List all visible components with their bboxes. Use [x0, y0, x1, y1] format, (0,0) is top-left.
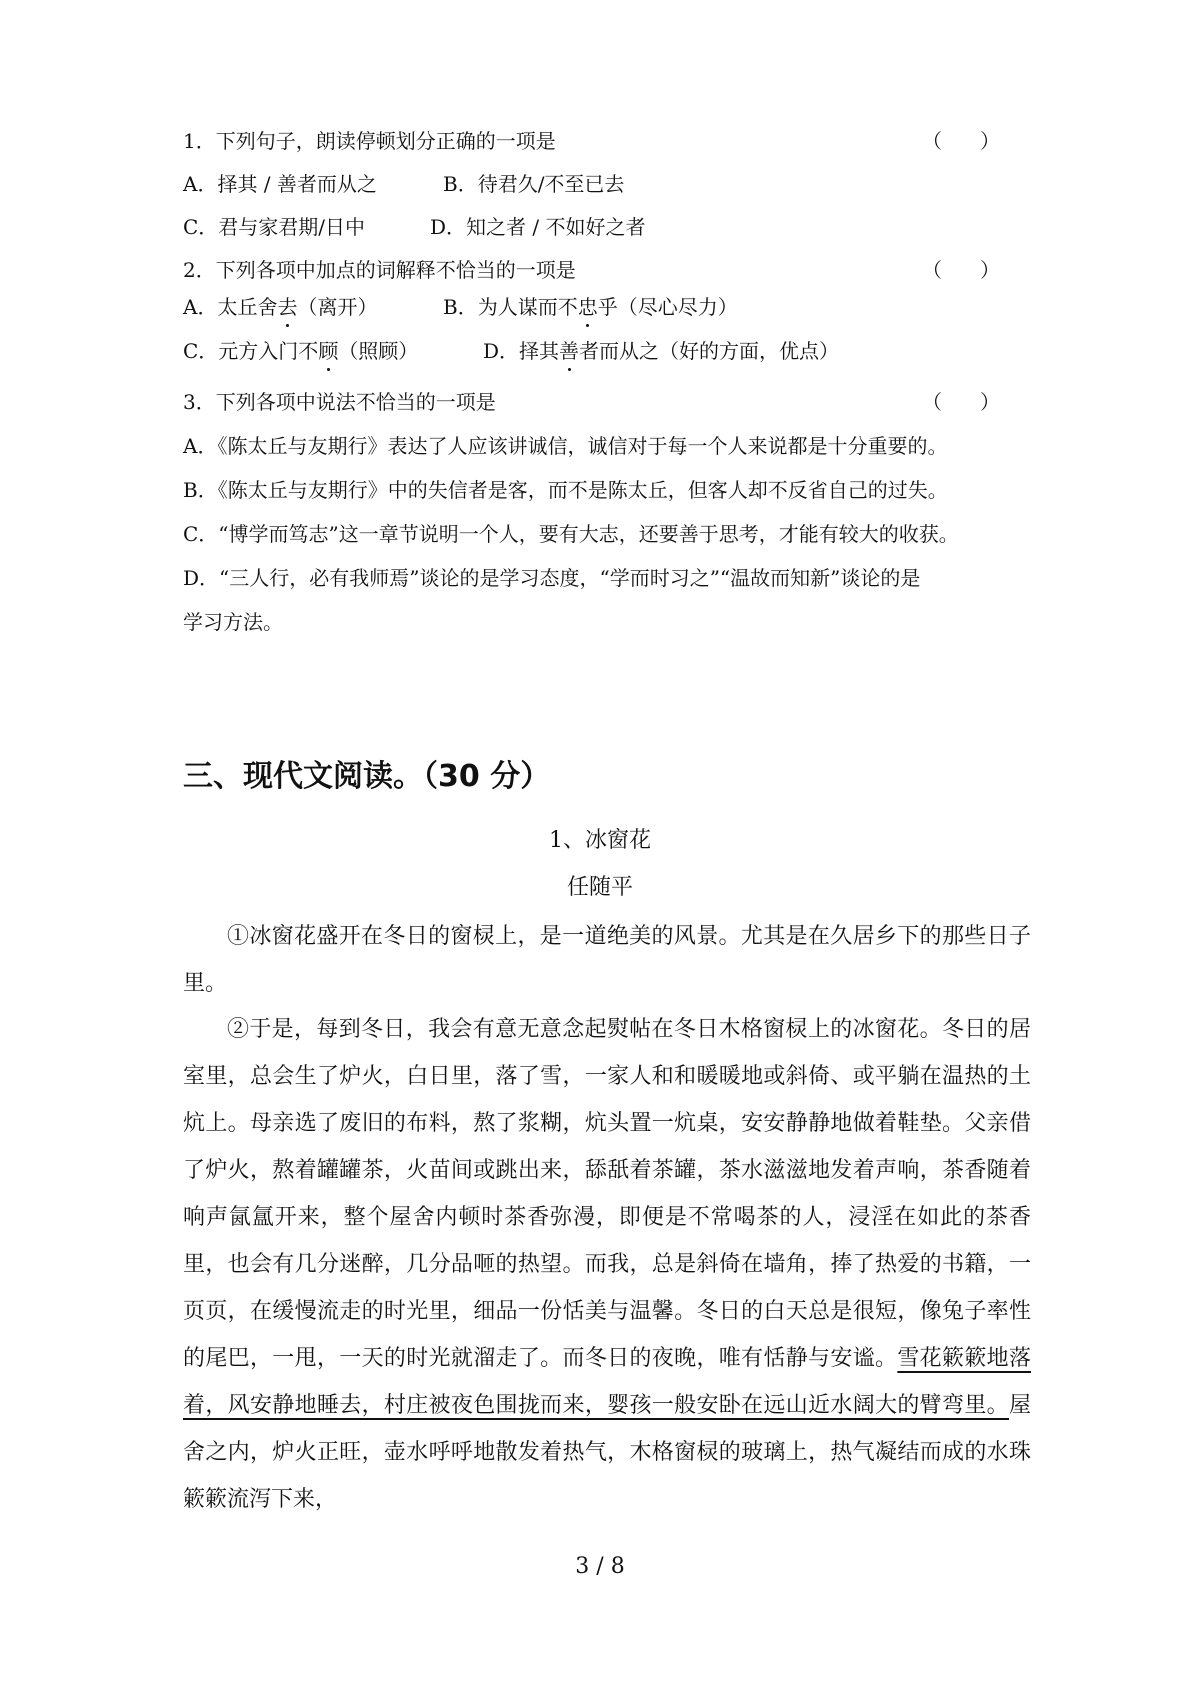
q2-option-a — [183, 293, 377, 321]
q2-option-d-post: 者而从之（好的方面，优点） — [579, 339, 840, 363]
q2-option-a-post: （离开） — [297, 295, 378, 319]
q2-option-b-post: 乎（尽心尽力） — [597, 295, 738, 319]
paragraph-2-text: ②于是，每到冬日，我会有意无意念起熨帖在冬日木格窗棂上的冰窗花。冬日的居室里，总会生了炉火，白日里，落了雪，一家人和和暖暖地或斜倚、或平躺在温热的土炕上。母亲选了废旧的布料，熬了浆糊，炕头置一炕桌，安安静静地做着鞋垫。父亲借了炉火，熬着罐罐茶，火苗间或跳出来，舔舐着茶罐，茶水滋滋地发着声响，茶香随着响声氤氲开来，整个屋舍内顿时茶香弥漫，即便是不常喝茶的人，浸淫在如此的茶香里，也会有几分迷醉，几分品咂的热望。而我，总是斜倚在墙角，捧了热爱的书籍，一页页，在缓慢流走的时光里，细品一份恬美与温馨。冬日的白天总是很短，像兔子率性的尾巴，一甩，一天的时光就溜走了。而冬日的夜晚，唯有恬静与安谧。 — [183, 1017, 1031, 1371]
q1-option-c: C．君与家君期/日中 — [183, 215, 366, 239]
q2-option-d — [483, 337, 839, 365]
q1-option-a: A．择其 / 善者而从之 — [183, 172, 377, 196]
q2-option-d-dotted-word: 善 — [559, 339, 580, 363]
q2-option-c — [183, 337, 418, 365]
q2-option-a-dotted-word: 去 — [277, 295, 298, 319]
section-title: 三、现代文阅读。（30 分） — [183, 759, 551, 794]
q3-option-a: A．《陈太丘与友期行》表达了人应该讲诚信，诚信对于每一个人来说都是十分重要的。 — [183, 434, 948, 458]
q1-option-d: D．知之者 / 不如好之者 — [430, 215, 646, 239]
q3-option-d-line2: 学习方法。 — [183, 610, 283, 634]
q3-option-d-line1: D．“三人行，必有我师焉”谈论的是学习态度，“学而时习之”“温故而知新”谈论的是 — [183, 566, 921, 590]
q1-option-b: B．待君久/不至已去 — [443, 172, 625, 196]
q2-option-b — [443, 293, 738, 321]
q2-option-d-pre: D．择其 — [483, 339, 560, 363]
q2-answer-parens: （） — [922, 258, 1038, 282]
article-title: 1、冰窗花 — [549, 828, 651, 853]
article-paragraph-1: ①冰窗花盛开在冬日的窗棂上，是一道绝美的风景。尤其是在久居乡下的那些日子里。 — [183, 924, 1031, 996]
article-author: 任随平 — [566, 875, 633, 900]
q3-option-b: B．《陈太丘与友期行》中的失信者是客，而不是陈太丘，但客人却不反省自己的过失。 — [183, 478, 948, 502]
q2-option-c-post: （照顾） — [338, 339, 419, 363]
q2-stem: 2．下列各项中加点的词解释不恰当的一项是 — [183, 258, 576, 282]
q1-answer-parens: （） — [922, 129, 1038, 153]
q3-answer-parens: （） — [922, 390, 1038, 414]
q2-option-b-pre: B．为人谋而不 — [443, 295, 578, 319]
q3-option-c: C．“博学而笃志”这一章节说明一个人，要有大志，还要善于思考，才能有较大的收获。 — [183, 522, 959, 546]
paragraph-2-text-continued: 屋舍之内，炉火正旺，壶水呼呼地散发着热气，木格窗棂的玻璃上，热气凝结而成的水珠簌簌流泻下来， — [183, 1393, 1031, 1512]
article-paragraph-2 — [183, 1006, 1031, 1523]
q2-option-c-pre: C．元方入门不 — [183, 339, 319, 363]
paragraph-2-underlined-sentence: 雪花簌簌地落着，风安静地睡去，村庄被夜色围拢而来，婴孩一般安卧在远山近水阔大的臂弯里。 — [183, 1346, 1031, 1418]
page-number: 3 / 8 — [575, 1554, 625, 1579]
q2-option-b-dotted-word: 忠 — [577, 295, 598, 319]
q3-stem: 3．下列各项中说法不恰当的一项是 — [183, 390, 496, 414]
q1-stem: 1．下列句子，朗读停顿划分正确的一项是 — [183, 129, 556, 153]
q2-option-c-dotted-word: 顾 — [318, 339, 339, 363]
q2-option-a-pre: A．太丘舍 — [183, 295, 278, 319]
